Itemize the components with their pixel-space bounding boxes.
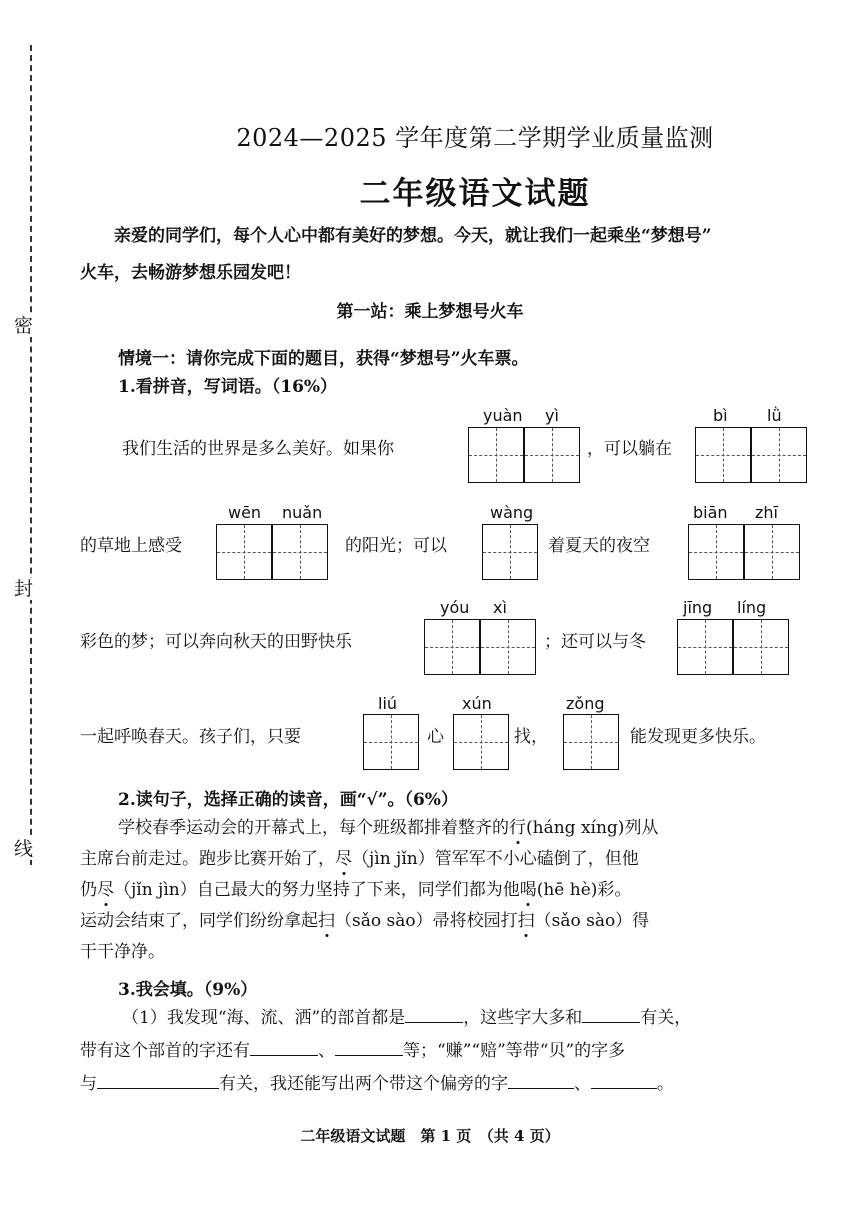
q3-text: ，这些字大多和 (463, 1008, 583, 1028)
pronunciation-choice[interactable]: （jìn jǐn）管军军不小心磕倒了，但他 (352, 849, 639, 869)
q3-line-2 (80, 1037, 625, 1065)
q1-text-seg6: 彩色的梦；可以奔向秋天的田野快乐 (80, 632, 352, 652)
writing-grid-box[interactable] (453, 714, 509, 770)
writing-grid-box[interactable] (524, 427, 580, 483)
answer-blank[interactable] (97, 1070, 219, 1089)
q1-text-seg11: 能发现更多快乐。 (630, 727, 766, 747)
q3-line-3 (80, 1070, 674, 1098)
scenario-heading: 情境一：请你完成下面的题目，获得“梦想号”火车票。 (118, 349, 529, 369)
pinyin-label: jīng (683, 598, 713, 617)
q1-text-seg5: 着夏天的夜空 (548, 536, 650, 556)
q2-text: 运动会结束了，同学们纷纷拿起 (80, 911, 318, 931)
q1-text-seg10: 找， (514, 727, 548, 747)
pinyin-label: nuǎn (282, 503, 323, 522)
writing-grid-box[interactable] (480, 619, 536, 675)
pronunciation-choice[interactable]: （jǐn jìn）自己最大的努力坚持了下来，同学们都为他 (114, 880, 520, 900)
answer-blank[interactable] (582, 1004, 640, 1023)
pronunciation-choice[interactable]: （sǎo sào）得 (534, 911, 650, 931)
binding-char-xian: 线 (14, 838, 34, 860)
exam-subtitle: 二年级语文试题 (359, 176, 591, 212)
q1-text-seg4: 的阳光；可以 (345, 536, 447, 556)
q2-line-5: 干干净净。 (80, 942, 165, 962)
dotted-char: 扫 (318, 911, 335, 931)
pinyin-label: wēn (228, 503, 262, 522)
q3-text: 有关， (640, 1008, 692, 1028)
pinyin-label: yóu (440, 598, 470, 617)
writing-grid-box[interactable] (363, 714, 419, 770)
pinyin-label: liú (378, 694, 398, 713)
q3-text: 与 (80, 1074, 97, 1094)
writing-grid-box[interactable] (424, 619, 480, 675)
exam-title: 2024—2025 学年度第二学期学业质量监测 (236, 124, 714, 152)
q1-text-seg8: 一起呼唤春天。孩子们，只要 (80, 727, 301, 747)
q1-text-seg9: 心 (427, 727, 444, 747)
q3-text: （1）我发现“海、流、洒”的部首都是 (122, 1008, 406, 1028)
writing-grid-box[interactable] (563, 714, 619, 770)
binding-char-feng: 封 (14, 578, 34, 600)
q2-text: 学校春季运动会的开幕式上，每个班级都排着整齐的 (118, 818, 509, 838)
station-heading: 第一站：乘上梦想号火车 (336, 302, 524, 322)
pinyin-label: bì (713, 406, 728, 425)
q1-text-seg2: ，可以躺在 (587, 439, 672, 459)
q3-line-1 (122, 1004, 691, 1032)
pinyin-label: líng (737, 598, 767, 617)
binding-char-mi: 密 (14, 315, 34, 337)
pinyin-label: xì (493, 598, 507, 617)
writing-grid-box[interactable] (688, 524, 744, 580)
pinyin-label: zǒng (566, 694, 605, 713)
pinyin-label: yuàn (483, 406, 523, 425)
intro-line-1: 亲爱的同学们，每个人心中都有美好的梦想。今天，就让我们一起乘坐“梦想号” (114, 226, 712, 246)
q3-text: 、 (574, 1074, 591, 1094)
q1-text-seg3: 的草地上感受 (80, 536, 182, 556)
pronunciation-choice[interactable]: (hē hè)彩。 (536, 880, 632, 900)
writing-grid-box[interactable] (272, 524, 328, 580)
writing-grid-box[interactable] (751, 427, 807, 483)
q2-line-2 (80, 845, 639, 873)
q1-title: 1.看拼音，写词语。（16%） (118, 377, 338, 397)
answer-blank[interactable] (405, 1004, 463, 1023)
pinyin-label: biān (693, 503, 728, 522)
dotted-char: 扫 (517, 911, 535, 931)
pinyin-label: yì (545, 406, 559, 425)
dotted-char: 尽 (335, 849, 352, 869)
dotted-char: 喝 (519, 880, 537, 900)
q2-text: 仍 (80, 880, 97, 900)
answer-blank[interactable] (508, 1070, 574, 1089)
pinyin-label: lǜ (767, 406, 782, 425)
pinyin-label: zhī (755, 503, 778, 522)
writing-grid-box[interactable] (216, 524, 272, 580)
q1-text-seg7: ；还可以与冬 (544, 632, 646, 652)
q2-title: 2.读句子，选择正确的读音，画“√”。（6%） (118, 790, 458, 810)
writing-grid-box[interactable] (677, 619, 733, 675)
page-footer: 二年级语文试题 第 1 页 （共 4 页） (300, 1127, 560, 1145)
q3-text: 等；“赚”“赔”等带“贝”的字多 (403, 1041, 626, 1061)
intro-line-2: 火车，去畅游梦想乐园发吧！ (80, 263, 301, 283)
pinyin-label: wàng (490, 503, 534, 522)
writing-grid-box[interactable] (695, 427, 751, 483)
writing-grid-box[interactable] (482, 524, 538, 580)
q3-text: 、 (318, 1041, 335, 1061)
writing-grid-box[interactable] (468, 427, 524, 483)
q3-title: 3.我会填。（9%） (118, 980, 258, 1000)
pronunciation-choice[interactable]: （sǎo sào）帚将校园打 (335, 911, 518, 931)
q3-text: 。 (657, 1074, 674, 1094)
pinyin-label: xún (462, 694, 492, 713)
answer-blank[interactable] (250, 1037, 318, 1056)
q2-line-1 (118, 814, 658, 842)
q2-line-3 (80, 876, 631, 904)
q2-text: 主席台前走过。跑步比赛开始了， (80, 849, 335, 869)
answer-blank[interactable] (591, 1070, 657, 1089)
writing-grid-box[interactable] (744, 524, 800, 580)
pronunciation-choice[interactable]: (háng xíng)列从 (526, 818, 659, 838)
writing-grid-box[interactable] (733, 619, 789, 675)
dotted-char: 行 (509, 818, 526, 838)
q2-line-4 (80, 907, 649, 935)
q3-text: 带有这个部首的字还有 (80, 1041, 250, 1061)
q3-text: 有关，我还能写出两个带这个偏旁的字 (219, 1074, 508, 1094)
answer-blank[interactable] (335, 1037, 403, 1056)
q1-text-seg1: 我们生活的世界是多么美好。如果你 (122, 439, 394, 459)
dotted-char: 尽 (97, 880, 114, 900)
